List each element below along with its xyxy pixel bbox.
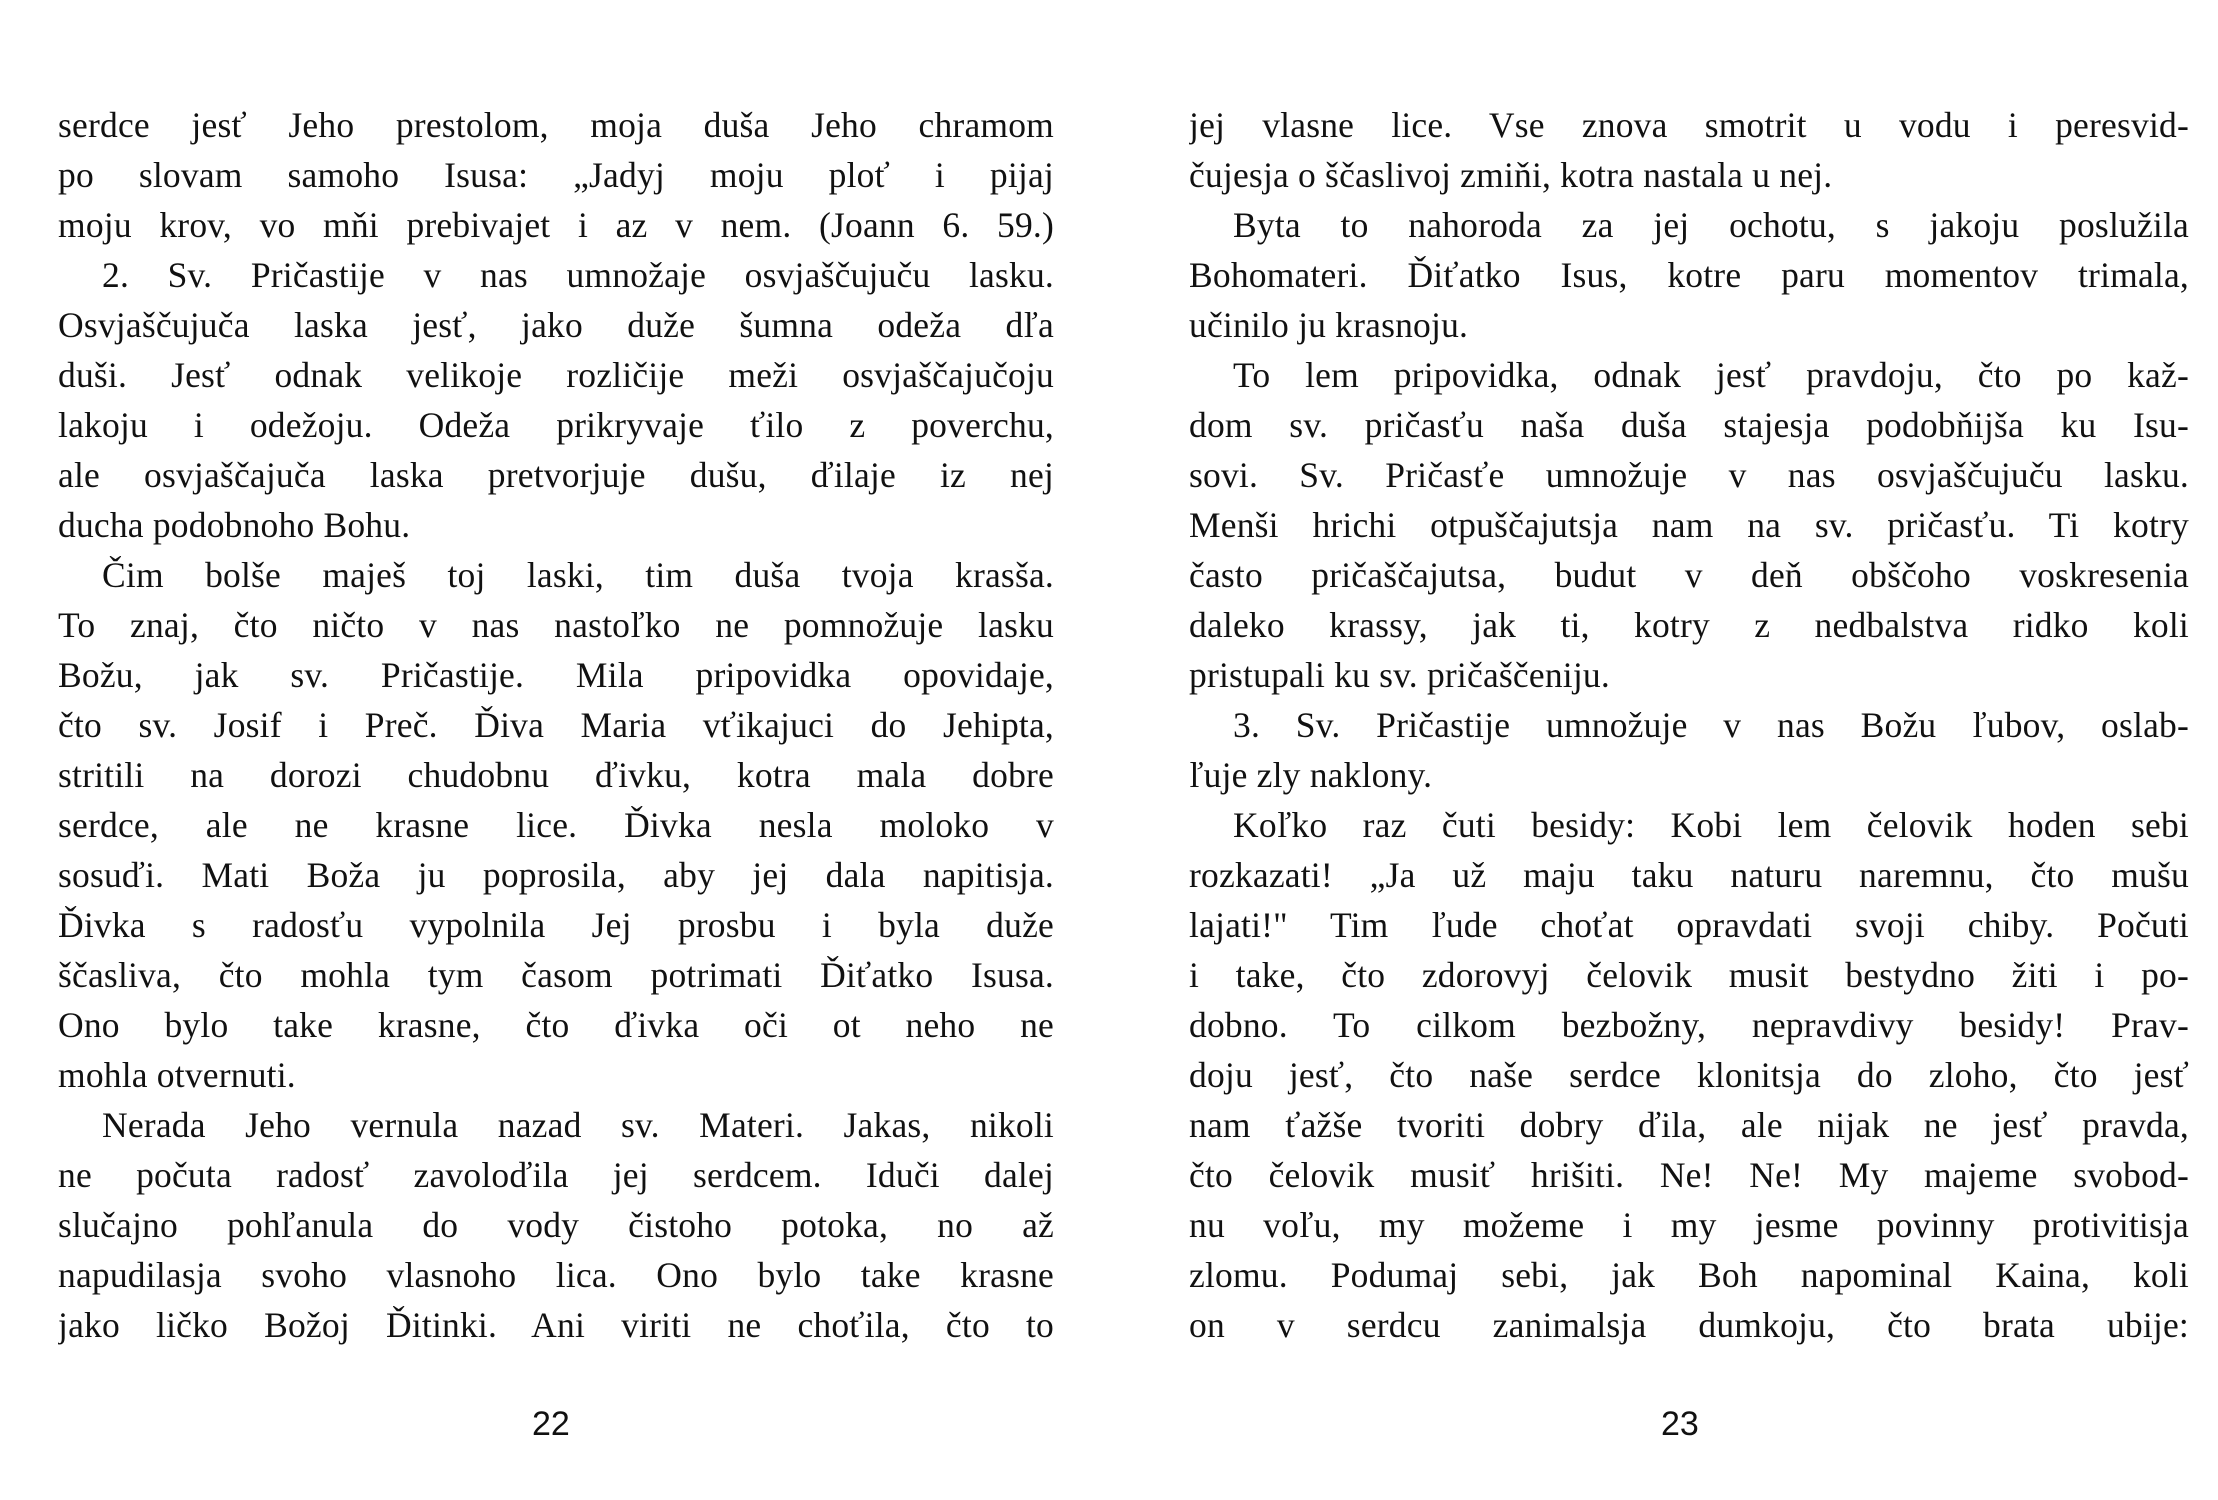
text-line: napudilasja svoho vlasnoho lica. Ono bylo take krasne [58, 1255, 1054, 1295]
right-page [1109, 0, 2218, 1500]
text-line: To lem pripovidka, odnak jesť pravdoju, čto po kaž- [1233, 355, 2189, 395]
text-line: jako ličko Božoj Ďitinki. Ani viriti ne choťila, čto to [58, 1305, 1054, 1345]
text-line: ščasliva, čto mohla tym časom potrimati Ďiťatko Isusa. [58, 955, 1054, 995]
text-line: stritili na dorozi chudobnu ďivku, kotra mala dobre [58, 755, 1054, 795]
text-line: serdce jesť Jeho prestolom, moja duša Jeho chramom [58, 105, 1054, 145]
text-line: čujesja o ščaslivoj zmiňi, kotra nastala u nej. [1189, 155, 1833, 195]
text-line: nu voľu, my možeme i my jesme povinny protivitisja [1189, 1205, 2189, 1245]
text-line: jej vlasne lice. Vse znova smotrit u vodu i peresvid- [1189, 105, 2189, 145]
text-line: pristupali ku sv. pričaščeniju. [1189, 655, 1610, 695]
text-line: 3. Sv. Pričastije umnožuje v nas Božu ľubov, oslab- [1233, 705, 2189, 745]
text-line: To znaj, čto ničto v nas nastoľko ne pomnožuje lasku [58, 605, 1054, 645]
text-line: Ono bylo take krasne, čto ďivka oči ot neho ne [58, 1005, 1054, 1045]
text-line: zlomu. Podumaj sebi, jak Boh napominal Kaina, koli [1189, 1255, 2189, 1295]
left-page-number: 22 [532, 1405, 570, 1443]
text-line: lakoju i odežoju. Odeža prikryvaje ťilo z poverchu, [58, 405, 1054, 445]
text-line: moju krov, vo mňi prebivajet i az v nem. (Joann 6. 59.) [58, 205, 1054, 245]
text-line: dom sv. pričasťu naša duša stajesja podobňijša ku Isu- [1189, 405, 2189, 445]
text-line: Božu, jak sv. Pričastije. Mila pripovidka opovidaje, [58, 655, 1054, 695]
text-line: Menši hrichi otpuščajutsja nam na sv. pričasťu. Ti kotry [1189, 505, 2189, 545]
text-line: on v serdcu zanimalsja dumkoju, čto brata ubije: [1189, 1305, 2189, 1345]
text-line: sosuďi. Mati Boža ju poprosila, aby jej dala napitisja. [58, 855, 1054, 895]
text-line: Osvjaščujuča laska jesť, jako duže šumna odeža dľa [58, 305, 1054, 345]
text-line: rozkazati! „Ja už maju taku naturu naremnu, čto mušu [1189, 855, 2189, 895]
text-line: mohla otvernuti. [58, 1055, 296, 1095]
text-line: po slovam samoho Isusa: „Jadyj moju ploť i pijaj [58, 155, 1054, 195]
text-line: Ďivka s radosťu vypolnila Jej prosbu i byla duže [58, 905, 1054, 945]
text-line: slučajno pohľanula do vody čistoho potoka, no až [58, 1205, 1054, 1245]
text-line: Čim bolše maješ toj laski, tim duša tvoja krasša. [102, 555, 1054, 595]
text-line: ale osvjaščajuča laska pretvorjuje dušu, ďilaje iz nej [58, 455, 1054, 495]
text-line: čto čelovik musiť hrišiti. Ne! Ne! My majeme svobod- [1189, 1155, 2189, 1195]
right-page-number: 23 [1661, 1405, 1699, 1443]
text-line: sovi. Sv. Pričasťe umnožuje v nas osvjaščujuču lasku. [1189, 455, 2189, 495]
text-line: ľuje zly naklony. [1189, 755, 1433, 795]
text-line: i take, čto zdorovyj čelovik musit bestydno žiti i po- [1189, 955, 2189, 995]
text-line: učinilo ju krasnoju. [1189, 305, 1469, 345]
text-line: Nerada Jeho vernula nazad sv. Materi. Jakas, nikoli [102, 1105, 1054, 1145]
text-line: nam ťažše tvoriti dobry ďila, ale nijak ne jesť pravda, [1189, 1105, 2189, 1145]
text-line: Bohomateri. Ďiťatko Isus, kotre paru momentov trimala, [1189, 255, 2189, 295]
text-line: Koľko raz čuti besidy: Kobi lem čelovik hoden sebi [1233, 805, 2189, 845]
text-line: Byta to nahoroda za jej ochotu, s jakoju poslužila [1233, 205, 2189, 245]
left-page-text [58, 100, 1054, 1350]
text-line: čto sv. Josif i Preč. Ďiva Maria vťikajuci do Jehipta, [58, 705, 1054, 745]
text-line: často pričaščajutsa, budut v deň obščoho voskresenia [1189, 555, 2189, 595]
text-line: daleko krassy, jak ti, kotry z nedbalstva ridko koli [1189, 605, 2189, 645]
text-line: ne počuta radosť zavoloďila jej serdcem. Iduči dalej [58, 1155, 1054, 1195]
text-line: ducha podobnoho Bohu. [58, 505, 411, 545]
text-line: doju jesť, čto naše serdce klonitsja do zloho, čto jesť [1189, 1055, 2189, 1095]
text-line: duši. Jesť odnak velikoje rozličije meži osvjaščajučoju [58, 355, 1054, 395]
text-line: dobno. To cilkom bezbožny, nepravdivy besidy! Prav- [1189, 1005, 2189, 1045]
text-line: 2. Sv. Pričastije v nas umnožaje osvjaščujuču lasku. [102, 255, 1054, 295]
right-page-text [1189, 100, 2189, 1350]
text-line: lajati!" Tim ľude choťat opravdati svoji chiby. Počuti [1189, 905, 2189, 945]
text-line: serdce, ale ne krasne lice. Ďivka nesla moloko v [58, 805, 1054, 845]
